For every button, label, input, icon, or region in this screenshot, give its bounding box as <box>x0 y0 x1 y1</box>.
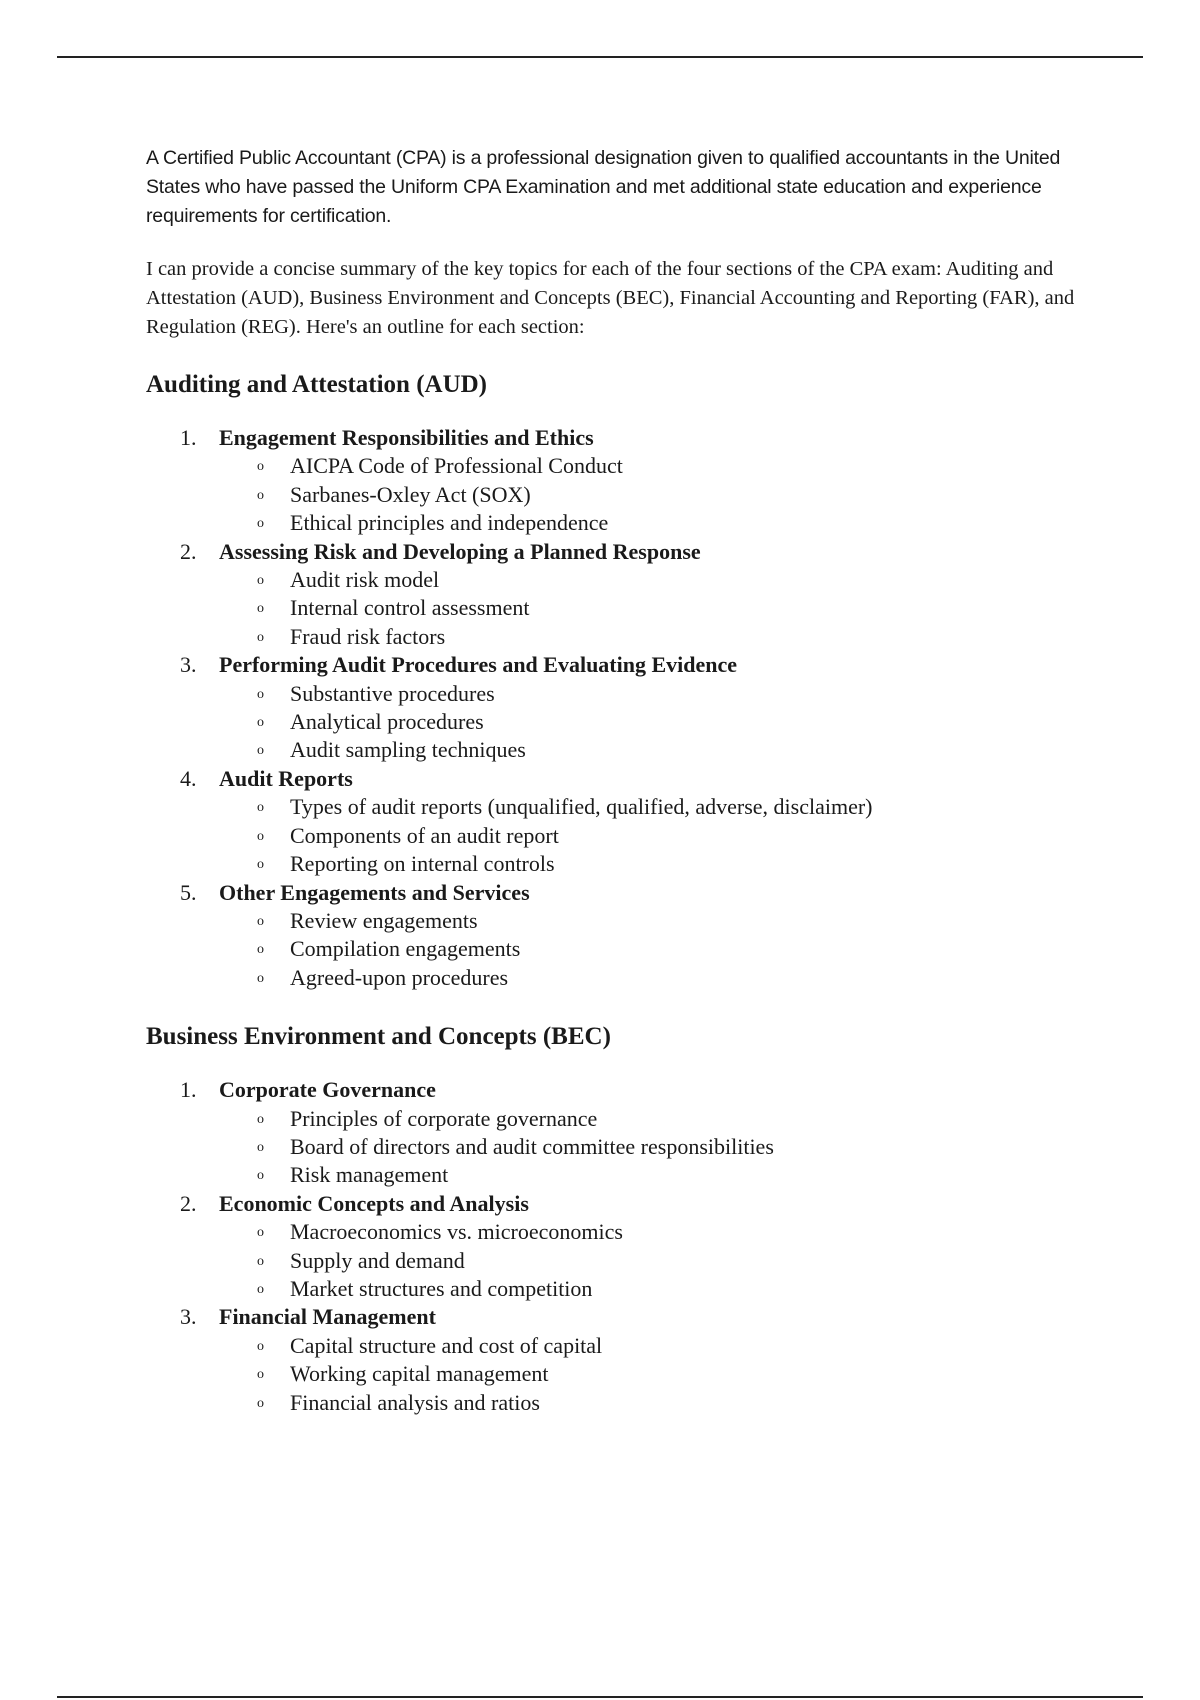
subtopic-text: Principles of corporate governance <box>290 1105 598 1131</box>
topic-title: Economic Concepts and Analysis <box>219 1190 529 1216</box>
topic-number: 1. <box>180 425 197 450</box>
topic-item <box>146 1303 1091 1417</box>
topic-item <box>146 1076 1091 1190</box>
topic-number: 3. <box>180 652 197 678</box>
subtopic-list <box>219 566 1091 651</box>
subtopic-text: Reporting on internal controls <box>290 851 555 877</box>
topic-title: Financial Management <box>219 1304 436 1330</box>
hollow-bullet-icon: o <box>257 629 264 645</box>
intro-paragraph: A Certified Public Accountant (CPA) is a professional designation given to qualified accountants in the United States who have passed the Uniform CPA Examination and met additional state education and experience requirements for certification. <box>146 147 1061 227</box>
topic-item <box>146 651 1091 765</box>
topic-title: Other Engagements and Services <box>219 879 530 905</box>
subtopic-item <box>146 1247 1091 1275</box>
bottom-rule <box>57 1696 1143 1698</box>
subtopic-item <box>146 964 1091 992</box>
hollow-bullet-icon: o <box>257 1168 264 1184</box>
subtopic-text: Substantive procedures <box>290 680 495 706</box>
hollow-bullet-icon: o <box>257 459 264 475</box>
subtopic-text: Financial analysis and ratios <box>290 1389 540 1415</box>
subtopic-item <box>146 594 1091 622</box>
subtopic-text: Types of audit reports (unqualified, qualified, adverse, disclaimer) <box>290 794 873 820</box>
topic-item <box>146 1190 1091 1304</box>
section-heading: Business Environment and Concepts (BEC) <box>146 1023 611 1051</box>
subtopic-item <box>146 452 1091 480</box>
subtopic-text: Review engagements <box>290 907 478 933</box>
subtopic-text: Audit risk model <box>290 567 440 593</box>
topic-title: Audit Reports <box>219 765 353 791</box>
topic-title: Assessing Risk and Developing a Planned Response <box>219 538 701 564</box>
subtopic-item <box>146 822 1091 850</box>
section-heading: Auditing and Attestation (AUD) <box>146 371 488 398</box>
topic-number: 3. <box>180 1304 197 1330</box>
subtopic-list <box>219 1218 1091 1303</box>
subtopic-item <box>146 680 1091 708</box>
hollow-bullet-icon: o <box>257 828 264 844</box>
subtopic-item <box>146 1360 1091 1388</box>
topic-item <box>146 879 1091 993</box>
subtopic-item <box>146 1133 1091 1161</box>
hollow-bullet-icon: o <box>257 743 264 759</box>
subtopic-text: AICPA Code of Professional Conduct <box>290 453 623 479</box>
hollow-bullet-icon: o <box>257 516 264 532</box>
subtopic-item <box>146 481 1091 509</box>
subtopic-text: Analytical procedures <box>290 709 484 735</box>
subtopic-text: Components of an audit report <box>290 822 559 848</box>
topic-number: 1. <box>180 1077 197 1103</box>
subtopic-text: Agreed-upon procedures <box>290 964 509 990</box>
topic-number: 5. <box>180 879 197 905</box>
subtopic-item <box>146 1218 1091 1246</box>
topic-number: 2. <box>180 538 197 564</box>
subtopic-text: Compilation engagements <box>290 936 521 962</box>
subtopic-text: Board of directors and audit committee responsibilities <box>290 1133 774 1159</box>
subtopic-item <box>146 509 1091 537</box>
hollow-bullet-icon: o <box>257 913 264 929</box>
subtopic-item <box>146 907 1091 935</box>
subtopic-item <box>146 736 1091 764</box>
topic-title: Performing Audit Procedures and Evaluating Evidence <box>219 652 738 678</box>
hollow-bullet-icon: o <box>257 1253 264 1269</box>
hollow-bullet-icon: o <box>257 970 264 986</box>
subtopic-text: Supply and demand <box>290 1247 465 1273</box>
summary-paragraph: I can provide a concise summary of the key topics for each of the four sections of the CPA exam: Auditing and Attestation (AUD), Business Environment and Concepts (BEC), Financial Accounting and Reporting (FAR), and Regulation (REG). Here's an outline for each section: <box>146 258 1075 338</box>
topic-number: 2. <box>180 1190 197 1216</box>
subtopic-item <box>146 623 1091 651</box>
subtopic-item <box>146 850 1091 878</box>
subtopic-list <box>219 907 1091 992</box>
hollow-bullet-icon: o <box>257 686 264 702</box>
subtopic-text: Macroeconomics vs. microeconomics <box>290 1219 623 1245</box>
subtopic-text: Working capital management <box>290 1361 549 1387</box>
subtopic-item <box>146 566 1091 594</box>
sections-container <box>146 368 1091 1417</box>
hollow-bullet-icon: o <box>257 715 264 731</box>
subtopic-list <box>219 680 1091 765</box>
hollow-bullet-icon: o <box>257 573 264 589</box>
topic-item <box>146 765 1091 879</box>
hollow-bullet-icon: o <box>257 1338 264 1354</box>
hollow-bullet-icon: o <box>257 1281 264 1297</box>
hollow-bullet-icon: o <box>257 800 264 816</box>
topic-item <box>146 538 1091 652</box>
subtopic-item <box>146 1275 1091 1303</box>
subtopic-item <box>146 935 1091 963</box>
subtopic-list <box>219 793 1091 878</box>
hollow-bullet-icon: o <box>257 1139 264 1155</box>
hollow-bullet-icon: o <box>257 487 264 503</box>
subtopic-item <box>146 1332 1091 1360</box>
subtopic-item <box>146 1105 1091 1133</box>
subtopic-text: Market structures and competition <box>290 1275 593 1301</box>
topic-list <box>146 424 1091 992</box>
subtopic-item <box>146 1389 1091 1417</box>
topic-title: Engagement Responsibilities and Ethics <box>219 425 594 450</box>
subtopic-text: Fraud risk factors <box>290 623 446 649</box>
document-body <box>146 144 1091 1445</box>
topic-title: Corporate Governance <box>219 1077 436 1103</box>
subtopic-text: Sarbanes-Oxley Act (SOX) <box>290 481 531 507</box>
subtopic-list <box>219 1332 1091 1417</box>
topic-number: 4. <box>180 765 197 791</box>
hollow-bullet-icon: o <box>257 1367 264 1383</box>
subtopic-text: Risk management <box>290 1162 449 1188</box>
topic-item <box>146 424 1091 538</box>
top-rule <box>57 56 1143 58</box>
hollow-bullet-icon: o <box>257 601 264 617</box>
subtopic-text: Audit sampling techniques <box>290 737 526 763</box>
subtopic-list <box>219 1105 1091 1190</box>
subtopic-item <box>146 1161 1091 1189</box>
subtopic-list <box>219 452 1091 537</box>
subtopic-text: Capital structure and cost of capital <box>290 1332 603 1358</box>
subtopic-item <box>146 708 1091 736</box>
topic-list <box>146 1076 1091 1417</box>
subtopic-item <box>146 793 1091 821</box>
hollow-bullet-icon: o <box>257 1111 264 1127</box>
hollow-bullet-icon: o <box>257 857 264 873</box>
hollow-bullet-icon: o <box>257 942 264 958</box>
hollow-bullet-icon: o <box>257 1395 264 1411</box>
subtopic-text: Ethical principles and independence <box>290 510 609 536</box>
subtopic-text: Internal control assessment <box>290 595 530 621</box>
hollow-bullet-icon: o <box>257 1225 264 1241</box>
